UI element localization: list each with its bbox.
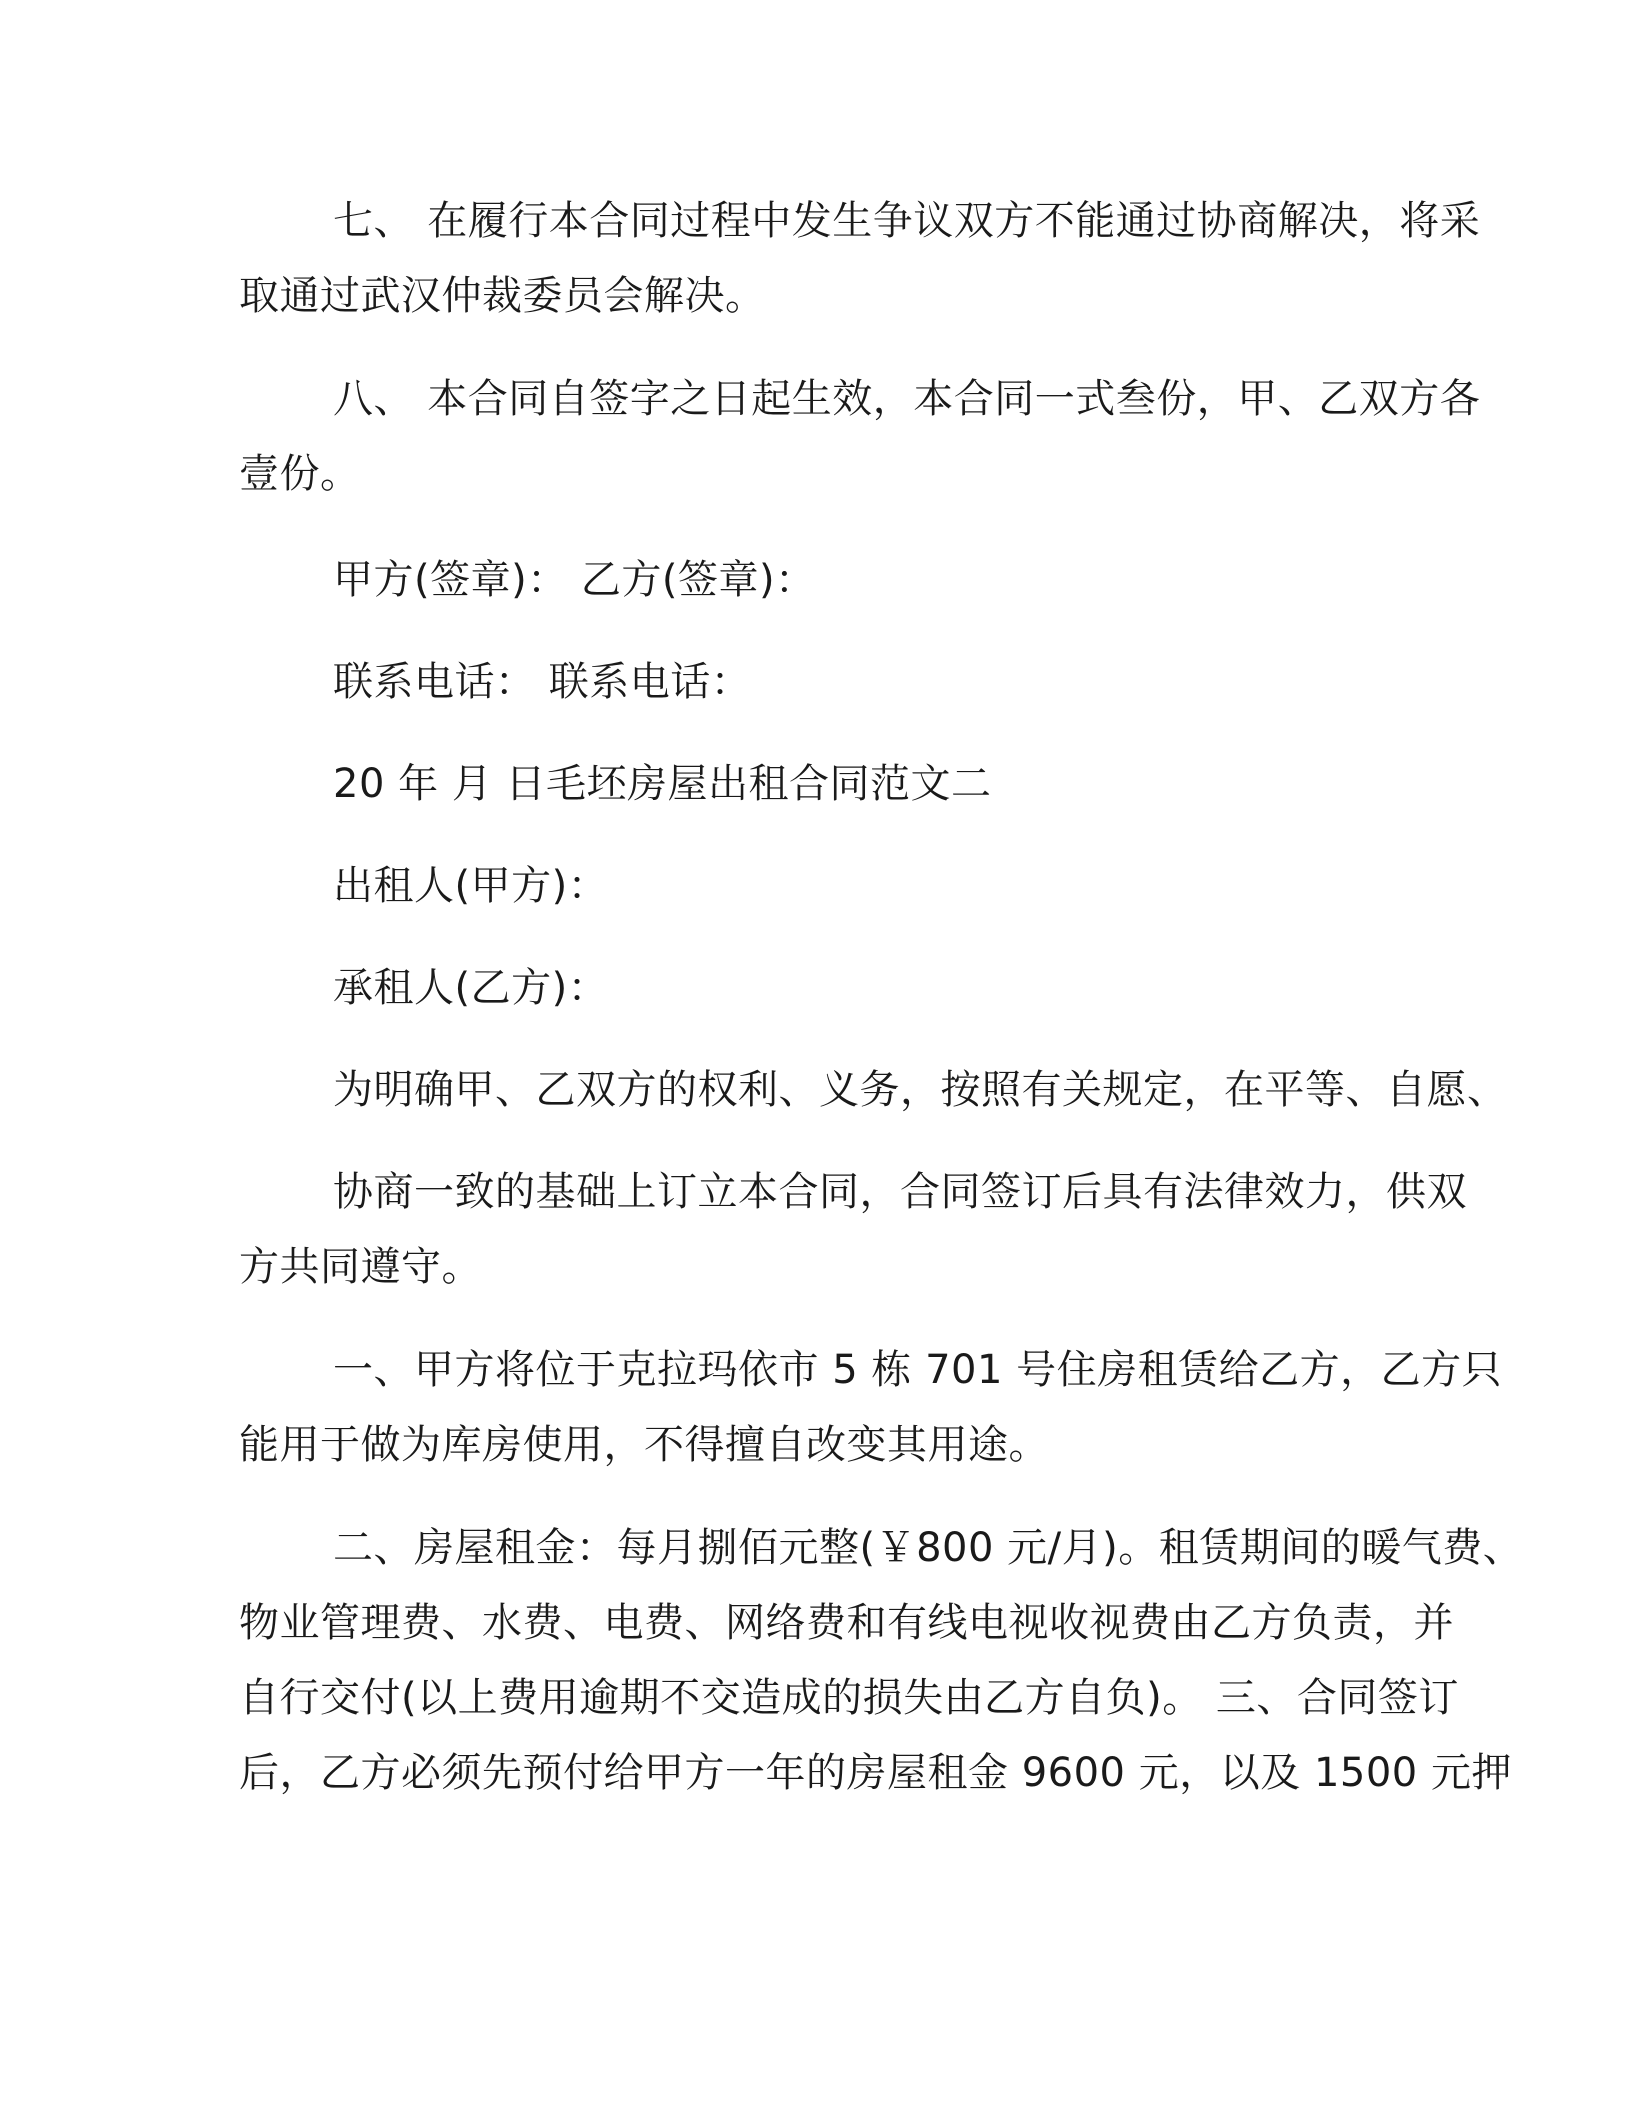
preamble-line-2: 协商一致的基础上订立本合同，合同签订后具有法律效力，供双: [333, 1169, 1467, 1215]
lessee-line: 承租人(乙方)：: [333, 965, 609, 1011]
clause-3-line-1: 后，乙方必须先预付给甲方一年的房屋租金 9600 元，以及 1500 元押: [239, 1750, 1512, 1796]
clause-2-line-3: 自行交付(以上费用逾期不交造成的损失由乙方自负)。 三、合同签订: [239, 1675, 1459, 1721]
preamble-line-3: 方共同遵守。: [239, 1244, 482, 1290]
clause-2-line-2: 物业管理费、水费、电费、网络费和有线电视收视费由乙方负责，并: [239, 1600, 1454, 1646]
preamble-line-1: 为明确甲、乙双方的权利、义务，按照有关规定，在平等、自愿、: [333, 1067, 1508, 1113]
date-and-title-line: 20 年 月 日毛坯房屋出租合同范文二: [333, 761, 992, 807]
clause-2-line-1: 二、房屋租金：每月捌佰元整(￥800 元/月)。租赁期间的暖气费、: [333, 1525, 1524, 1571]
clause-7-line-1: 七、 在履行本合同过程中发生争议双方不能通过协商解决，将采: [333, 198, 1481, 244]
signature-line: 甲方(签章)： 乙方(签章)：: [333, 557, 816, 603]
clause-1-line-2: 能用于做为库房使用，不得擅自改变其用途。: [239, 1422, 1049, 1468]
clause-8-line-2: 壹份。: [239, 451, 361, 497]
clause-8-line-1: 八、 本合同自签字之日起生效，本合同一式叁份，甲、乙双方各: [333, 376, 1481, 422]
lessor-line: 出租人(甲方)：: [333, 863, 609, 909]
phone-line: 联系电话： 联系电话：: [333, 659, 752, 705]
clause-7-line-2: 取通过武汉仲裁委员会解决。: [239, 273, 766, 319]
clause-1-line-1: 一、甲方将位于克拉玛依市 5 栋 701 号住房租赁给乙方，乙方只: [333, 1347, 1503, 1393]
